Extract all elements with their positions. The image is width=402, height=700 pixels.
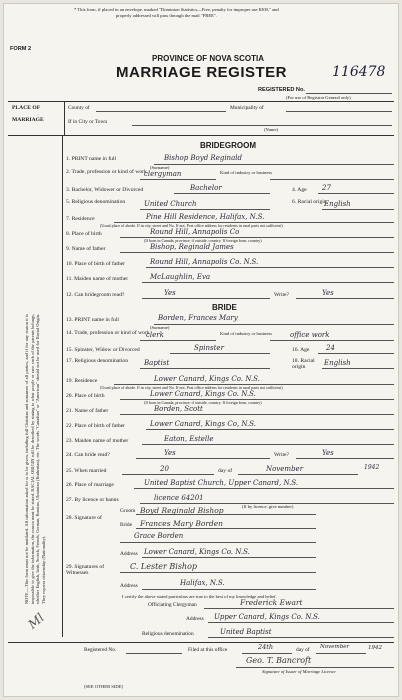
filed-day-value: 24th xyxy=(258,643,274,651)
bride-write-value: Yes xyxy=(322,449,334,457)
bride-trade-label: 14. Trade, profession or kind of work xyxy=(66,330,150,336)
bride-surname-note: (Surname) xyxy=(150,325,170,330)
licence-banns-value: licence 64201 xyxy=(154,494,204,502)
bride-write-label: Write? xyxy=(274,452,289,458)
groom-father-birthplace-value: Round Hill, Annapolis Co. N.S. xyxy=(150,258,259,266)
licence-banns-label: 27. By licence or banns xyxy=(66,497,119,503)
bride-residence-value: Lower Canard, Kings Co. N.S. xyxy=(154,375,260,383)
bride-birthplace-value: Lower Canard, Kings Co. N.S. xyxy=(150,390,256,398)
bride-residence-note: (Usual place of abode. If in city, street and No. If not, Post office address for residents in rural parts not sufficient) xyxy=(100,385,283,390)
groom-mother-label: 11. Maiden name of mother xyxy=(66,276,129,282)
groom-read-label: 12. Can bridegroom read? xyxy=(66,292,125,298)
groom-racial-label: 6. Racial origin xyxy=(292,199,327,205)
groom-name-value: Bishop Boyd Reginald xyxy=(164,154,242,162)
bride-religion-label: 17. Religious denomination xyxy=(66,358,128,364)
witness-1-name: Grace Borden xyxy=(134,532,184,540)
clergyman-signature: Frederick Ewart xyxy=(240,598,303,607)
registered-no-note: (For use of Registrar General only) xyxy=(286,95,351,100)
married-month-value: November xyxy=(266,465,304,473)
when-married-label: 25. When married xyxy=(66,468,107,474)
bride-father-birthplace-value: Lower Canard, Kings Co, N.S. xyxy=(150,420,257,428)
municipality-label: Municipality of xyxy=(230,105,264,111)
witness-2-address-label: Address xyxy=(120,583,138,589)
bride-read-label: 24. Can bride read? xyxy=(66,452,110,458)
filed-day-label: day of xyxy=(296,647,310,653)
bride-age-value: 24 xyxy=(326,344,335,352)
witness-1-address: Lower Canard, Kings Co. N.S. xyxy=(144,548,250,556)
county-label: County of xyxy=(68,105,90,111)
bride-mother-value: Eaton, Estelle xyxy=(164,435,214,443)
groom-racial-value: English xyxy=(324,200,351,208)
bride-mother-label: 23. Maiden name of mother xyxy=(66,438,129,444)
place-of-label: PLACE OF xyxy=(12,105,41,111)
groom-name-label: 1. PRINT name in full xyxy=(66,156,117,162)
groom-status-value: Bachelor xyxy=(190,184,222,192)
notice-line-2: properly addressed will pass through the mail "FREE". xyxy=(116,13,217,18)
bride-sign-label: Bride xyxy=(120,522,132,528)
bride-birthplace-note: (If born in Canada, province; if outside, country. If foreign born, country) xyxy=(144,400,262,405)
groom-birthplace-label: 8. Place of birth xyxy=(66,231,102,237)
place-of-marriage-label: 26. Place of marriage xyxy=(66,482,114,488)
bride-birthplace-label: 20. Place of birth xyxy=(66,393,105,399)
married-year-value: 1942 xyxy=(364,464,380,471)
bridegroom-heading: BRIDEGROOM xyxy=(200,141,256,150)
groom-surname-note: (Surname) xyxy=(150,165,170,170)
bride-racial-label: 18. Racial origin xyxy=(292,358,315,370)
bride-trade-value: clerk xyxy=(146,331,164,339)
groom-industry-label: Kind of industry or business xyxy=(220,170,273,175)
bride-status-value: Spinster xyxy=(194,344,224,352)
filed-year-value: 1942 xyxy=(368,645,382,651)
witness-1-address-label: Address xyxy=(120,551,138,557)
groom-signature: Boyd Reginald Bishop xyxy=(140,506,224,515)
bride-heading: BRIDE xyxy=(212,303,237,312)
certify-statement: I certify the above stated particulars are true to the best of my knowledge and belief. xyxy=(122,594,277,599)
groom-father-label: 9. Name of father xyxy=(66,246,106,252)
groom-residence-note: (Usual place of abode. If in city, street and No. If not, Post office address for residents in rural parts not sufficient) xyxy=(100,223,283,228)
see-other-side: [SEE OTHER SIDE] xyxy=(84,684,124,689)
registered-no-footer-label: Registered No. xyxy=(84,647,117,653)
groom-read-value: Yes xyxy=(164,289,176,297)
clergy-religion-value: United Baptist xyxy=(220,628,272,636)
bride-father-label: 21. Name of father xyxy=(66,408,109,414)
bride-status-label: 15. Spinster, Widow or Divorced xyxy=(66,347,140,353)
groom-age-label: 4. Age xyxy=(292,187,307,193)
bride-racial-value: English xyxy=(324,359,351,367)
groom-write-label: Write? xyxy=(274,292,289,298)
notice-line-1: * This form, if placed in an envelope, marked "Dominion Statistics—Free, penalty for improper use $300," and xyxy=(74,7,279,12)
groom-birthplace-value: Round Hill, Annapolis Co xyxy=(150,228,240,236)
groom-mother-value: McLaughlin, Eva xyxy=(150,273,211,281)
form-number: FORM 2 xyxy=(10,46,32,52)
groom-residence-label: 7. Residence xyxy=(66,216,95,222)
clergy-address-label: Address xyxy=(186,616,204,622)
groom-age-value: 27 xyxy=(322,184,331,192)
filed-month-value: November xyxy=(320,644,350,650)
groom-birthplace-note: (If born in Canada, province; if outside, country. If foreign born, country) xyxy=(144,238,262,243)
registered-no-label: REGISTERED No. xyxy=(258,87,305,93)
name-note: (Name) xyxy=(264,127,279,132)
bride-read-value: Yes xyxy=(164,449,176,457)
married-day-label: day of xyxy=(218,468,233,474)
officiating-clergyman-label: Officiating Clergyman xyxy=(148,602,197,608)
groom-father-value: Bishop, Reginald James xyxy=(150,243,234,251)
city-label: If in City or Town xyxy=(68,119,108,125)
groom-write-value: Yes xyxy=(322,289,334,297)
clergy-religion-label: Religious denomination xyxy=(142,631,194,637)
bride-industry-value: office work xyxy=(290,331,330,339)
signature-label: 28. Signature of xyxy=(66,515,102,521)
groom-status-label: 3. Bachelor, Widower or Divorced xyxy=(66,187,144,193)
bride-father-birthplace-label: 22. Place of birth of father xyxy=(66,423,126,429)
clergy-address: Upper Canard, Kings Co. N.S. xyxy=(214,613,320,621)
groom-trade-value: clergyman xyxy=(144,170,182,178)
marriage-register-form xyxy=(3,3,399,697)
bride-industry-label: Kind of industry or business xyxy=(220,331,273,336)
bride-religion-value: Baptist xyxy=(144,359,170,367)
register-stamp-number: 116478 xyxy=(332,64,386,80)
province-title: PROVINCE OF NOVA SCOTIA xyxy=(152,54,265,63)
groom-residence-value: Pine Hill Residence, Halifax, N.S. xyxy=(146,213,265,221)
place-of-marriage-value: United Baptist Church, Upper Canard, N.S. xyxy=(144,479,299,487)
document-title: MARRIAGE REGISTER xyxy=(116,64,288,81)
issuer-signature: Geo. T. Bancroft xyxy=(246,656,312,665)
marriage-label: MARRIAGE xyxy=(12,117,44,123)
groom-religion-value: United Church xyxy=(144,200,197,208)
registrar-initials: Ml xyxy=(25,610,47,632)
groom-father-birthplace-label: 10. Place of birth of father xyxy=(66,261,126,267)
groom-trade-label: 2. Trade, profession or kind of work xyxy=(66,169,147,175)
witness-2-address: Halifax, N.S. xyxy=(180,579,225,587)
groom-religion-label: 5. Religious denomination xyxy=(66,199,126,205)
bride-residence-label: 19. Residence xyxy=(66,378,98,384)
side-note: NOTE.—This form must not be mutilated. All information asked for is to be given, including full Christian and surnames of all parties, and if for any reason it is impossible to give the information, the reason must be stated. RACIAL ORIGIN will be described by stating to what people or race each of the parents belongs, whether English, Irish, Scotch, French, German, Russian, Ukrainian (Ruthenian), etc. The words "Canadian" or "American" should not be used for Racial Origin. They express citizenship (Nationality). xyxy=(24,314,46,604)
groom-sign-label: Groom xyxy=(120,508,136,514)
bride-age-label: 16. Age xyxy=(292,347,310,353)
filed-label: Filed at this office xyxy=(188,647,228,653)
witness-2-signature: C. Lester Bishop xyxy=(130,562,198,571)
issuer-label: Signature of Issuer of Marriage Licence xyxy=(262,669,336,674)
bride-name-label: 13. PRINT name in full xyxy=(66,317,119,323)
witnesses-label: 29. Signatures of Witnesses xyxy=(66,564,105,576)
licence-note: (If by licence, give number) xyxy=(242,504,294,509)
bride-name-value: Borden, Frances Mary xyxy=(158,314,238,322)
bride-father-value: Borden, Scott xyxy=(154,405,203,413)
married-day-value: 20 xyxy=(160,465,169,473)
bride-signature: Frances Mary Borden xyxy=(140,519,224,528)
